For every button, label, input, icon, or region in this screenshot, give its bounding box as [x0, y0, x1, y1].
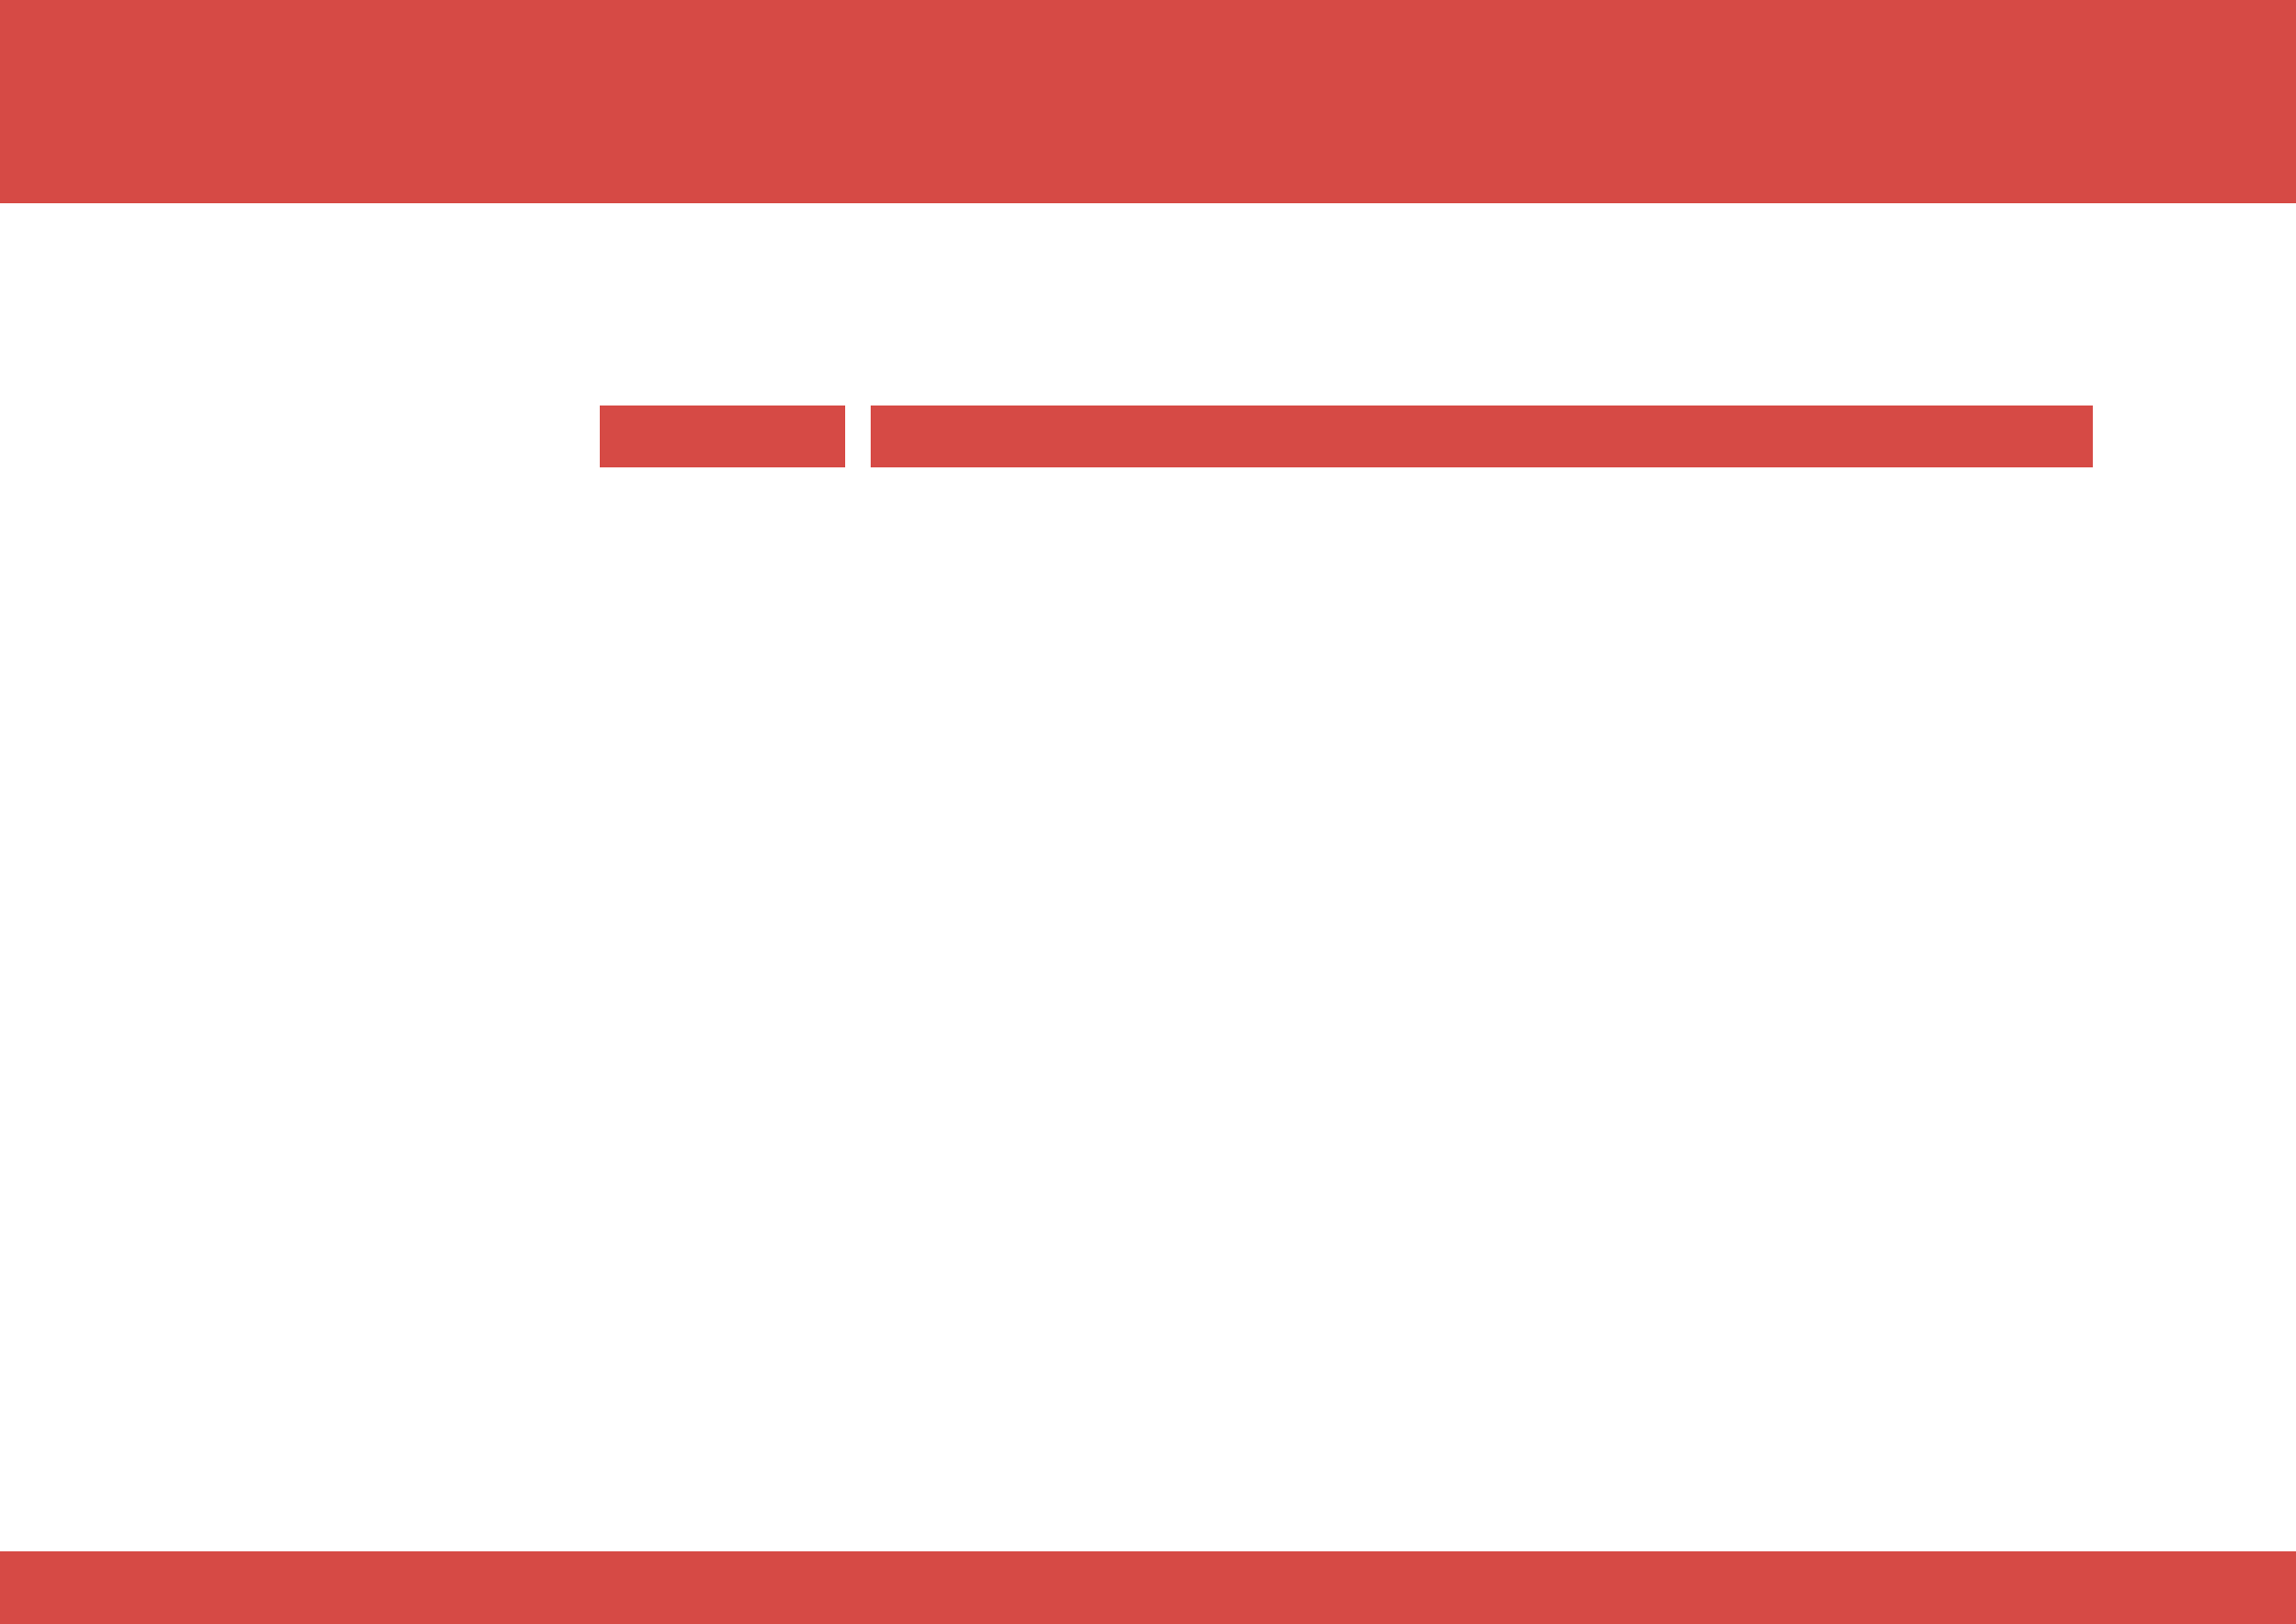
dish-is-band — [600, 406, 845, 467]
all-star-lanes-logo — [2091, 29, 2238, 167]
dish-contains-band — [871, 406, 2093, 467]
season-subtitle — [45, 114, 49, 167]
header — [0, 0, 2296, 203]
footer-disclaimer — [0, 1551, 2296, 1624]
